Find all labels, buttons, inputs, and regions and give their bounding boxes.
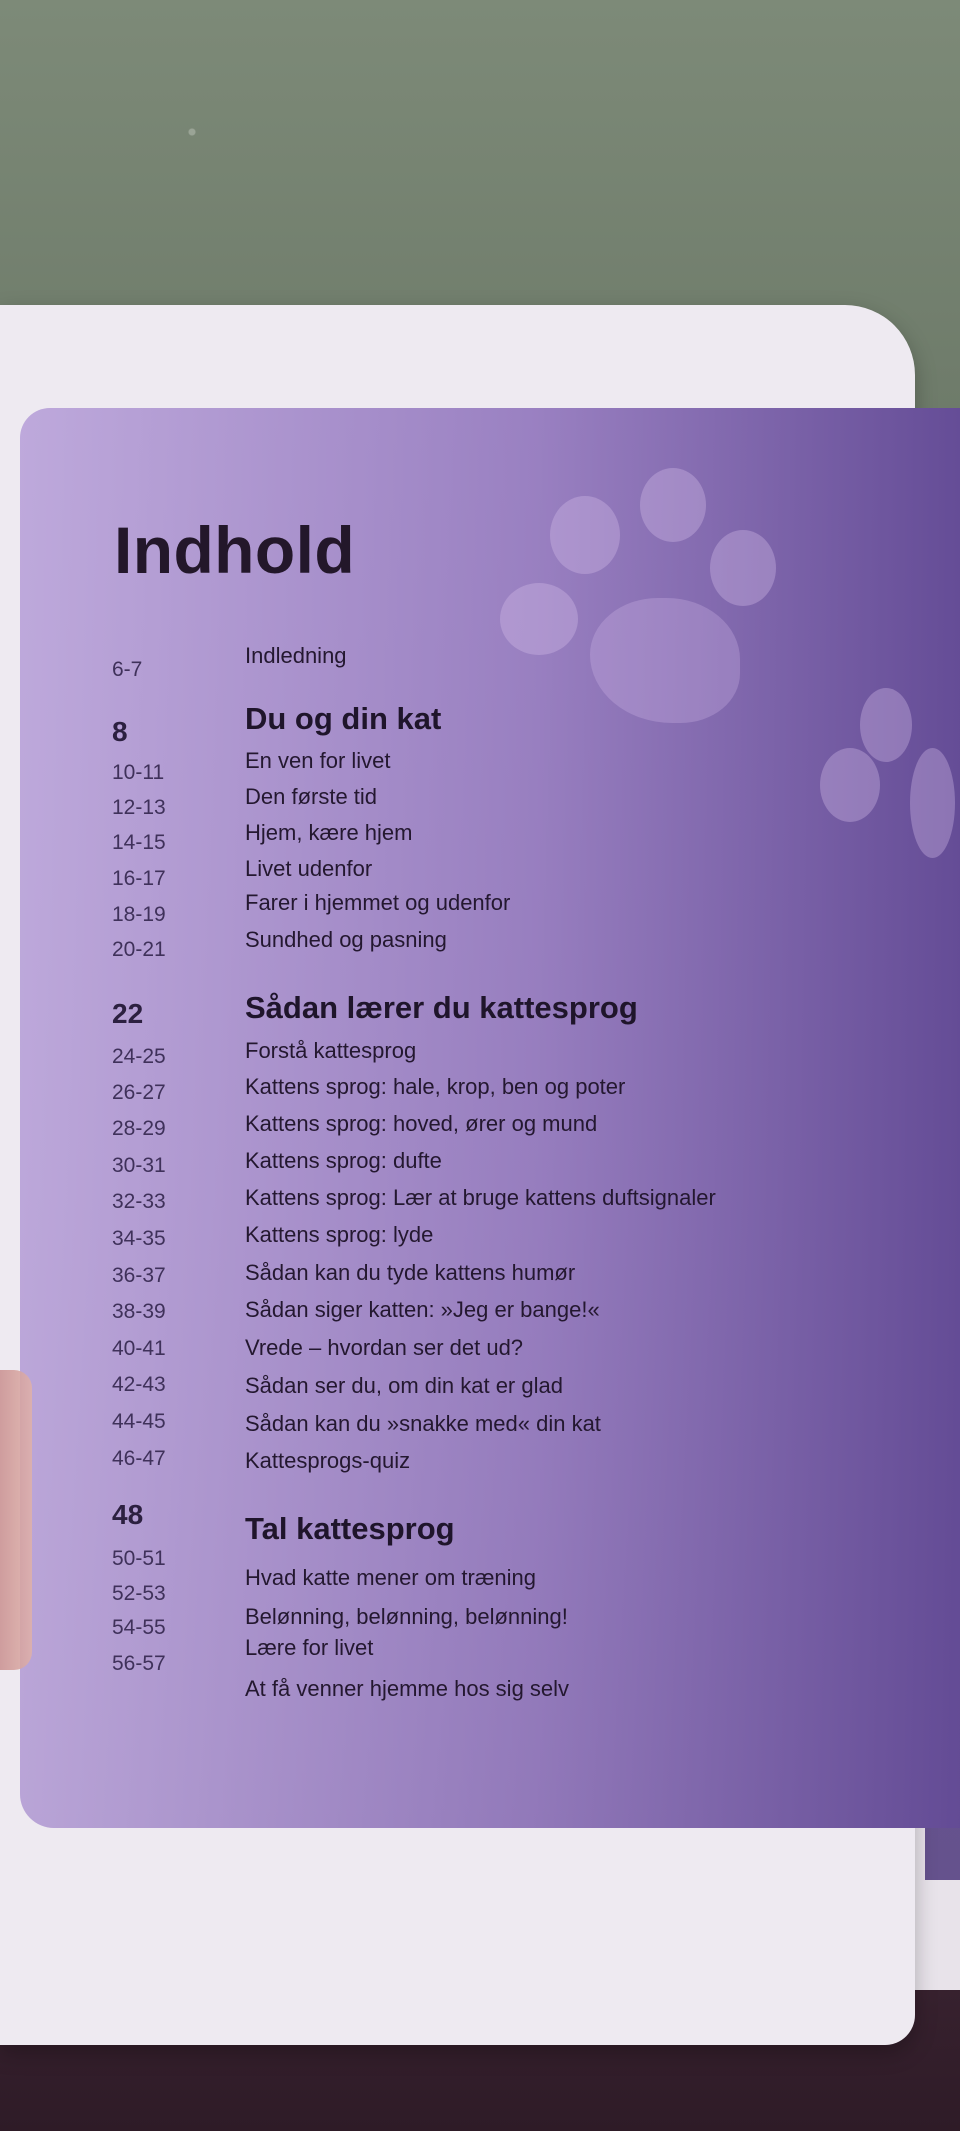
toc-page-number: 44-45	[112, 1410, 166, 1433]
toc-page-number: 18-19	[112, 903, 166, 926]
toc-page-number: 56-57	[112, 1652, 166, 1675]
section-page-number: 22	[112, 998, 144, 1029]
toc-page-number: 24-25	[112, 1045, 166, 1068]
toc-page-number: 54-55	[112, 1616, 166, 1639]
toc-entry: Indledning	[245, 643, 347, 668]
toc-entry: Farer i hjemmet og udenfor	[245, 890, 511, 915]
toc-entry: Sådan ser du, om din kat er glad	[245, 1373, 563, 1398]
toc-entry: Kattens sprog: dufte	[245, 1148, 442, 1173]
toc-page-number: 52-53	[112, 1582, 166, 1605]
toc-page-number: 38-39	[112, 1300, 166, 1323]
toc-page-number: 12-13	[112, 796, 166, 819]
toc-page-number: 34-35	[112, 1227, 166, 1250]
toc-entry: Kattens sprog: Lær at bruge kattens duftsignaler	[245, 1185, 716, 1210]
section-page-number: 8	[112, 716, 128, 747]
section-title: Du og din kat	[245, 701, 442, 736]
toc-entry: Lære for livet	[245, 1635, 374, 1660]
toc-entry: Belønning, belønning, belønning!	[245, 1604, 568, 1629]
toc-entry: Kattens sprog: hoved, ører og mund	[245, 1111, 598, 1136]
thumb	[0, 1370, 32, 1670]
toc-page-number: 50-51	[112, 1547, 166, 1570]
toc-entry: Sådan siger katten: »Jeg er bange!«	[245, 1297, 600, 1322]
page-title: Indhold	[114, 513, 356, 587]
toc-page-number: 40-41	[112, 1337, 166, 1360]
section-page-number: 48	[112, 1499, 144, 1530]
toc-page-number: 32-33	[112, 1190, 166, 1213]
toc-entry: Sundhed og pasning	[245, 927, 447, 952]
section-title: Sådan lærer du kattesprog	[245, 990, 638, 1025]
toc-entry: Kattesprogs-quiz	[245, 1448, 411, 1473]
toc-entry: Forstå kattesprog	[245, 1038, 417, 1063]
section-title: Tal kattesprog	[245, 1511, 455, 1546]
toc-entry: Den første tid	[245, 784, 378, 809]
toc-page-number: 30-31	[112, 1154, 166, 1177]
toc-page-number: 26-27	[112, 1081, 166, 1104]
toc-entry: Hjem, kære hjem	[245, 820, 413, 845]
toc-entry: Kattens sprog: hale, krop, ben og poter	[245, 1074, 626, 1099]
toc-entry: Livet udenfor	[245, 856, 373, 881]
toc-page-number: 14-15	[112, 831, 166, 854]
toc-page-number: 20-21	[112, 938, 166, 961]
toc-entry: Sådan kan du tyde kattens humør	[245, 1260, 576, 1285]
toc-entry: At få venner hjemme hos sig selv	[245, 1676, 570, 1701]
toc-entry: Vrede – hvordan ser det ud?	[245, 1335, 524, 1360]
toc-entry: Hvad katte mener om træning	[245, 1565, 537, 1590]
toc-page-number: 6-7	[112, 658, 143, 681]
toc-page-number: 10-11	[112, 761, 165, 784]
toc-entry: En ven for livet	[245, 748, 391, 773]
toc-page-number: 36-37	[112, 1264, 166, 1287]
toc-entry: Kattens sprog: lyde	[245, 1222, 434, 1247]
toc-page-number: 16-17	[112, 867, 166, 890]
toc-page-number: 28-29	[112, 1117, 166, 1140]
toc-entry: Sådan kan du »snakke med« din kat	[245, 1411, 601, 1436]
toc-page-number: 46-47	[112, 1447, 166, 1470]
toc-page-number: 42-43	[112, 1373, 166, 1396]
